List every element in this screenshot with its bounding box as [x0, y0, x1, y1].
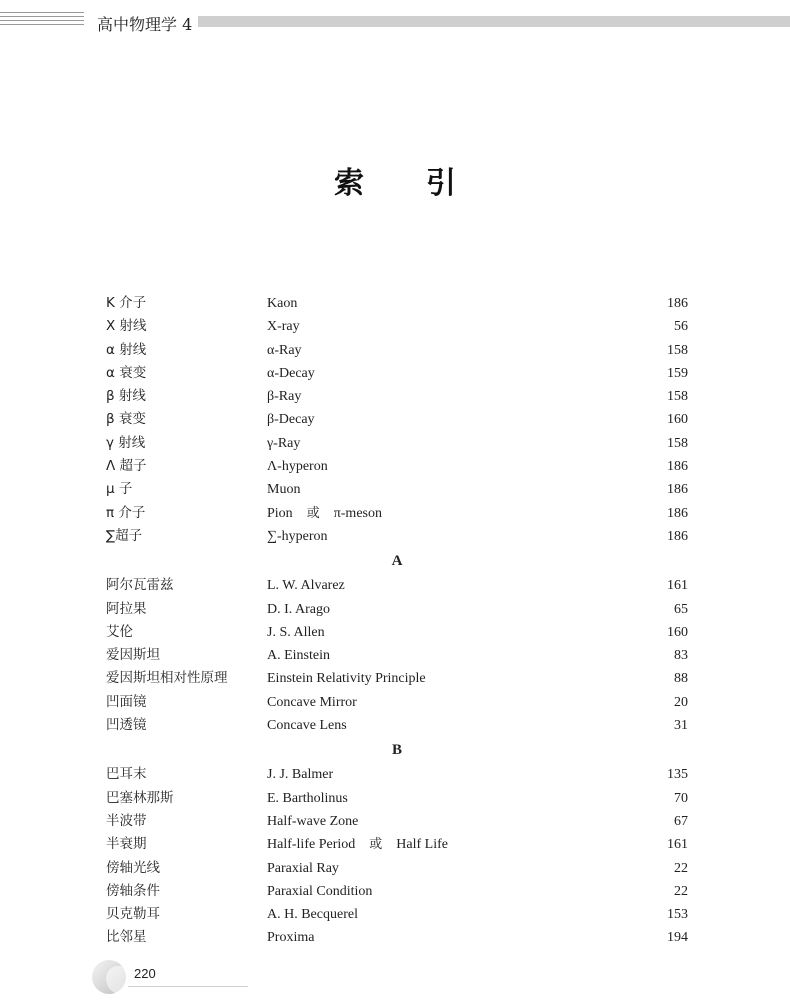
entry-page-number: 160: [667, 624, 688, 640]
entry-page-number: 153: [667, 907, 688, 923]
entry-english-part: Kaon: [267, 296, 298, 311]
entry-chinese-term: 半衰期: [106, 836, 147, 853]
entry-chinese-term: α 衰变: [106, 364, 147, 381]
index-entry: [106, 339, 688, 362]
entry-page-number: 194: [667, 930, 688, 946]
entry-english-part: A. Einstein: [267, 648, 330, 664]
entry-page-number: 186: [667, 505, 688, 521]
index-entry: [106, 644, 688, 667]
entry-chinese-term: Λ 超子: [106, 458, 147, 475]
entry-chinese-term: 半波带: [106, 812, 147, 829]
entry-chinese-term: ∑超子: [106, 527, 143, 544]
entry-page-number: 186: [667, 528, 688, 544]
entry-chinese-term: β 射线: [106, 388, 146, 405]
entry-english-term: [267, 478, 300, 501]
index-entry: [106, 432, 688, 455]
entry-english-part: D. I. Arago: [267, 601, 330, 617]
entry-page-number: 186: [667, 459, 688, 475]
entry-english-term: [267, 833, 448, 856]
entry-page-number: 20: [674, 694, 688, 710]
entry-english-term: [267, 644, 330, 667]
entry-english-part: β-Ray: [267, 389, 302, 405]
entry-english-part: Paraxial Ray: [267, 860, 339, 876]
entry-chinese-term: K 介子: [106, 295, 147, 311]
entry-english-part: E. Bartholinus: [267, 790, 348, 806]
index-entry: [106, 787, 688, 810]
index-entry: [106, 857, 688, 880]
index-entry: [106, 598, 688, 621]
entry-chinese-term: 傍轴条件: [106, 882, 160, 899]
entry-chinese-term: 傍轴光线: [106, 859, 160, 876]
entry-english-term: [267, 362, 315, 385]
entry-english-part: Einstein Relativity Principle: [267, 671, 426, 687]
entry-page-number: 160: [667, 412, 688, 428]
entry-english-part: Proxima: [267, 930, 315, 946]
entry-page-number: 67: [674, 813, 688, 829]
entry-chinese-term: 巴耳末: [106, 766, 147, 783]
entry-chinese-term: β 衰变: [106, 411, 146, 428]
index-list: [106, 292, 688, 950]
index-entry: [106, 667, 688, 690]
entry-page-number: 31: [674, 718, 688, 734]
entry-page-number: 22: [674, 860, 688, 876]
entry-english-term: [267, 455, 328, 478]
index-entry: [106, 292, 688, 315]
entry-english-part: Concave Lens: [267, 718, 347, 734]
entry-english-term: [267, 525, 328, 548]
entry-english-term: [267, 691, 357, 714]
entry-joiner: 或: [369, 837, 383, 853]
index-entry: [106, 833, 688, 856]
index-entry: [106, 926, 688, 949]
entry-english-part: X-ray: [267, 319, 300, 335]
entry-page-number: 158: [667, 389, 688, 405]
entry-chinese-term: 阿拉果: [106, 600, 147, 617]
entry-page-number: 56: [674, 319, 688, 335]
entry-chinese-term: X 射线: [106, 318, 147, 335]
entry-english-term: [267, 315, 300, 338]
entry-chinese-term: 艾伦: [106, 623, 133, 640]
index-entry: [106, 880, 688, 903]
entry-english-part: Paraxial Condition: [267, 883, 373, 899]
index-entry: [106, 763, 688, 786]
entry-english-term: [267, 880, 372, 903]
index-entry: [106, 903, 688, 926]
entry-english-term: [267, 903, 358, 926]
index-entry: [106, 455, 688, 478]
entry-english-part: J. S. Allen: [267, 624, 325, 640]
page-header: [0, 0, 790, 40]
entry-english-term: [267, 857, 339, 880]
section-letter: A: [391, 553, 403, 570]
entry-chinese-term: 贝克勒耳: [106, 906, 160, 923]
entry-english-term: [267, 292, 297, 315]
section-letter: B: [391, 742, 402, 759]
entry-english-term: [267, 810, 358, 833]
index-entry: [106, 714, 688, 737]
entry-english-part: π-meson: [333, 505, 382, 521]
index-entry: [106, 385, 688, 408]
page-title: 索引: [334, 166, 518, 201]
entry-page-number: 186: [667, 296, 688, 311]
entry-english-term: [267, 598, 330, 621]
entry-chinese-term: 凹透镜: [106, 717, 147, 734]
entry-english-term: [267, 926, 314, 949]
index-entry: [106, 315, 688, 338]
entry-english-part: A. H. Becquerel: [267, 907, 358, 923]
footer-rule: [128, 986, 248, 987]
entry-english-part: L. W. Alvarez: [267, 578, 345, 594]
entry-english-part: β-Decay: [267, 412, 315, 428]
header-bar: [198, 16, 790, 27]
entry-english-part: Λ-hyperon: [267, 459, 328, 475]
entry-english-term: [267, 714, 347, 737]
index-entry: [106, 502, 688, 525]
entry-chinese-term: α 射线: [106, 341, 147, 358]
entry-chinese-term: 比邻星: [106, 929, 147, 946]
entry-english-part: ∑-hyperon: [267, 528, 328, 544]
entry-chinese-term: 巴塞林那斯: [106, 789, 174, 806]
index-entry: [106, 691, 688, 714]
entry-page-number: 65: [674, 601, 688, 617]
header-decoration-lines: [0, 12, 84, 28]
footer-leaf-highlight: [106, 966, 132, 994]
entry-english-part: J. J. Balmer: [267, 767, 334, 783]
entry-english-term: [267, 408, 315, 431]
entry-english-term: [267, 385, 301, 408]
entry-english-part: Half-life Period: [267, 837, 356, 853]
entry-english-part: Concave Mirror: [267, 694, 357, 710]
entry-english-part: α-Decay: [267, 365, 315, 381]
entry-page-number: 158: [667, 435, 688, 451]
index-entry: [106, 810, 688, 833]
entry-joiner: 或: [306, 505, 320, 521]
entry-english-term: [267, 574, 345, 597]
index-entry: [106, 525, 688, 548]
entry-page-number: 161: [667, 837, 688, 853]
page-footer: [88, 958, 288, 998]
entry-english-term: [267, 763, 333, 786]
running-header-title: 高中物理学 4: [97, 15, 193, 34]
entry-page-number: 161: [667, 578, 688, 594]
entry-chinese-term: 阿尔瓦雷兹: [106, 577, 174, 594]
entry-chinese-term: μ 子: [106, 481, 133, 498]
entry-english-part: Half-wave Zone: [267, 813, 359, 829]
entry-chinese-term: 爱因斯坦相对性原理: [106, 670, 228, 687]
entry-english-term: [267, 502, 382, 525]
entry-page-number: 88: [674, 671, 688, 687]
entry-page-number: 158: [667, 342, 688, 358]
entry-english-term: [267, 667, 426, 690]
entry-english-part: Muon: [267, 482, 301, 498]
entry-page-number: 159: [667, 365, 688, 381]
entry-english-part: Pion: [267, 505, 293, 521]
entry-english-part: α-Ray: [267, 342, 302, 358]
entry-chinese-term: 爱因斯坦: [106, 647, 160, 664]
entry-page-number: 83: [674, 648, 688, 664]
entry-page-number: 135: [667, 767, 688, 783]
entry-page-number: 22: [674, 883, 688, 899]
entry-chinese-term: π 介子: [106, 504, 146, 521]
index-entry: [106, 621, 688, 644]
entry-english-part: Half Life: [396, 837, 448, 853]
entry-page-number: 70: [674, 790, 688, 806]
entry-page-number: 186: [667, 482, 688, 498]
entry-chinese-term: γ 射线: [106, 434, 146, 451]
index-entry: [106, 478, 688, 501]
entry-english-term: [267, 787, 348, 810]
index-entry: [106, 408, 688, 431]
index-entry: [106, 574, 688, 597]
index-entry: [106, 362, 688, 385]
entry-english-term: [267, 339, 302, 362]
entry-chinese-term: 凹面镜: [106, 693, 147, 710]
entry-english-term: [267, 432, 300, 455]
page-number: 220: [134, 966, 156, 981]
entry-english-part: γ-Ray: [267, 435, 301, 451]
entry-english-term: [267, 621, 325, 644]
